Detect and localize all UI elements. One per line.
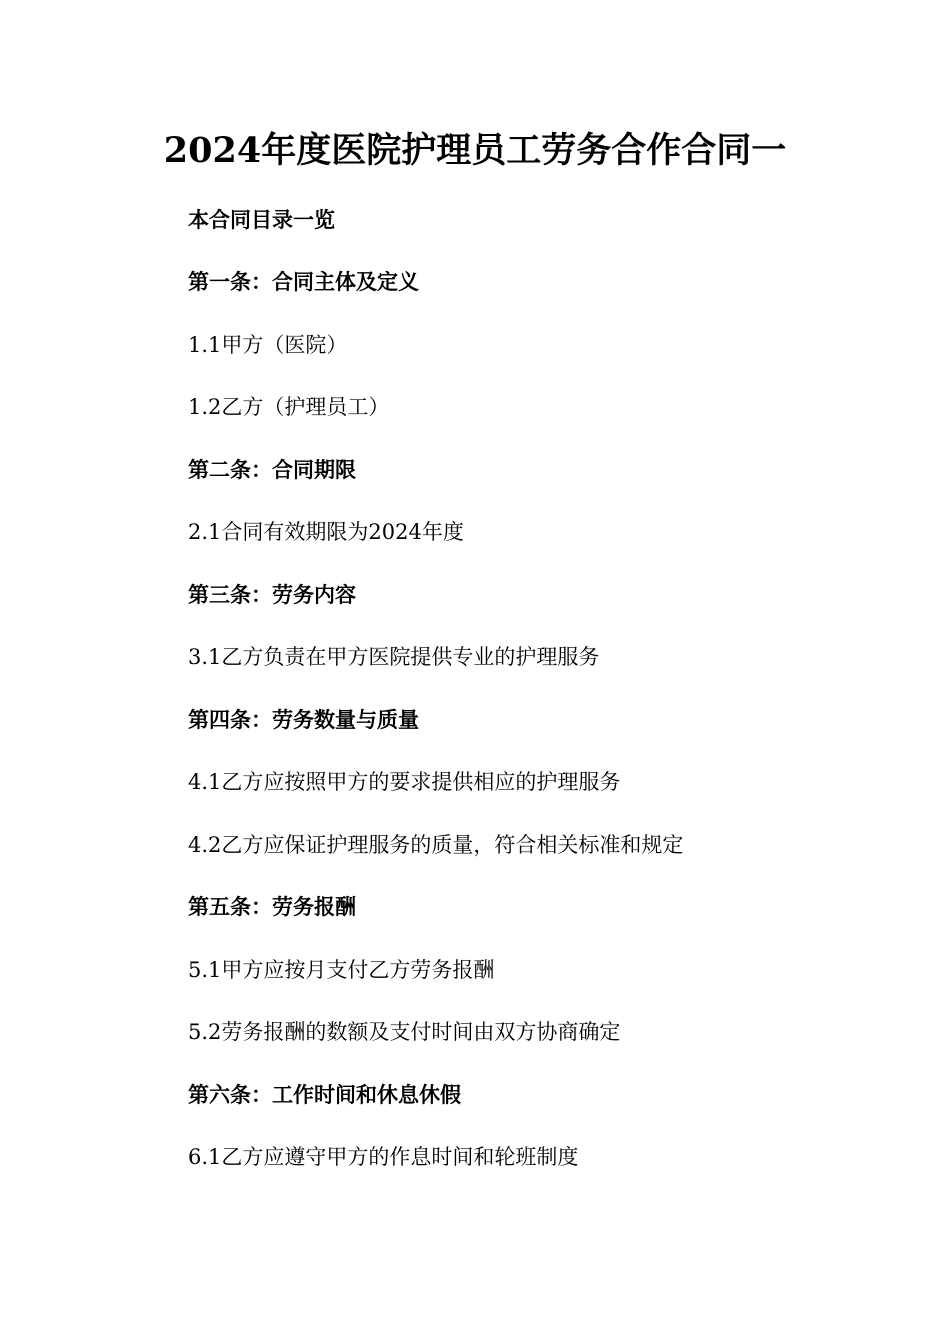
article-5-heading: 第五条：劳务报酬 xyxy=(188,894,356,919)
article-4-heading: 第四条：劳务数量与质量 xyxy=(188,707,419,732)
toc-heading: 本合同目录一览 xyxy=(188,207,335,232)
clause-5-2: 5.2劳务报酬的数额及支付时间由双方协商确定 xyxy=(188,1020,621,1044)
clause-4-1: 4.1乙方应按照甲方的要求提供相应的护理服务 xyxy=(188,770,621,794)
article-2-heading: 第二条：合同期限 xyxy=(188,457,356,482)
article-1-heading: 第一条：合同主体及定义 xyxy=(188,269,419,294)
article-3-heading: 第三条：劳务内容 xyxy=(188,582,356,607)
clause-4-2: 4.2乙方应保证护理服务的质量，符合相关标准和规定 xyxy=(188,833,684,857)
article-6-heading: 第六条：工作时间和休息休假 xyxy=(188,1082,461,1107)
clause-2-1: 2.1合同有效期限为2024年度 xyxy=(188,520,464,544)
clause-6-1: 6.1乙方应遵守甲方的作息时间和轮班制度 xyxy=(188,1145,579,1169)
clause-5-1: 5.1甲方应按月支付乙方劳务报酬 xyxy=(188,958,495,982)
document-title: 2024年度医院护理员工劳务合作合同一 xyxy=(163,130,787,171)
clause-1-2: 1.2乙方（护理员工） xyxy=(188,395,390,419)
clause-1-1: 1.1甲方（医院） xyxy=(188,333,348,357)
clause-3-1: 3.1乙方负责在甲方医院提供专业的护理服务 xyxy=(188,645,600,669)
